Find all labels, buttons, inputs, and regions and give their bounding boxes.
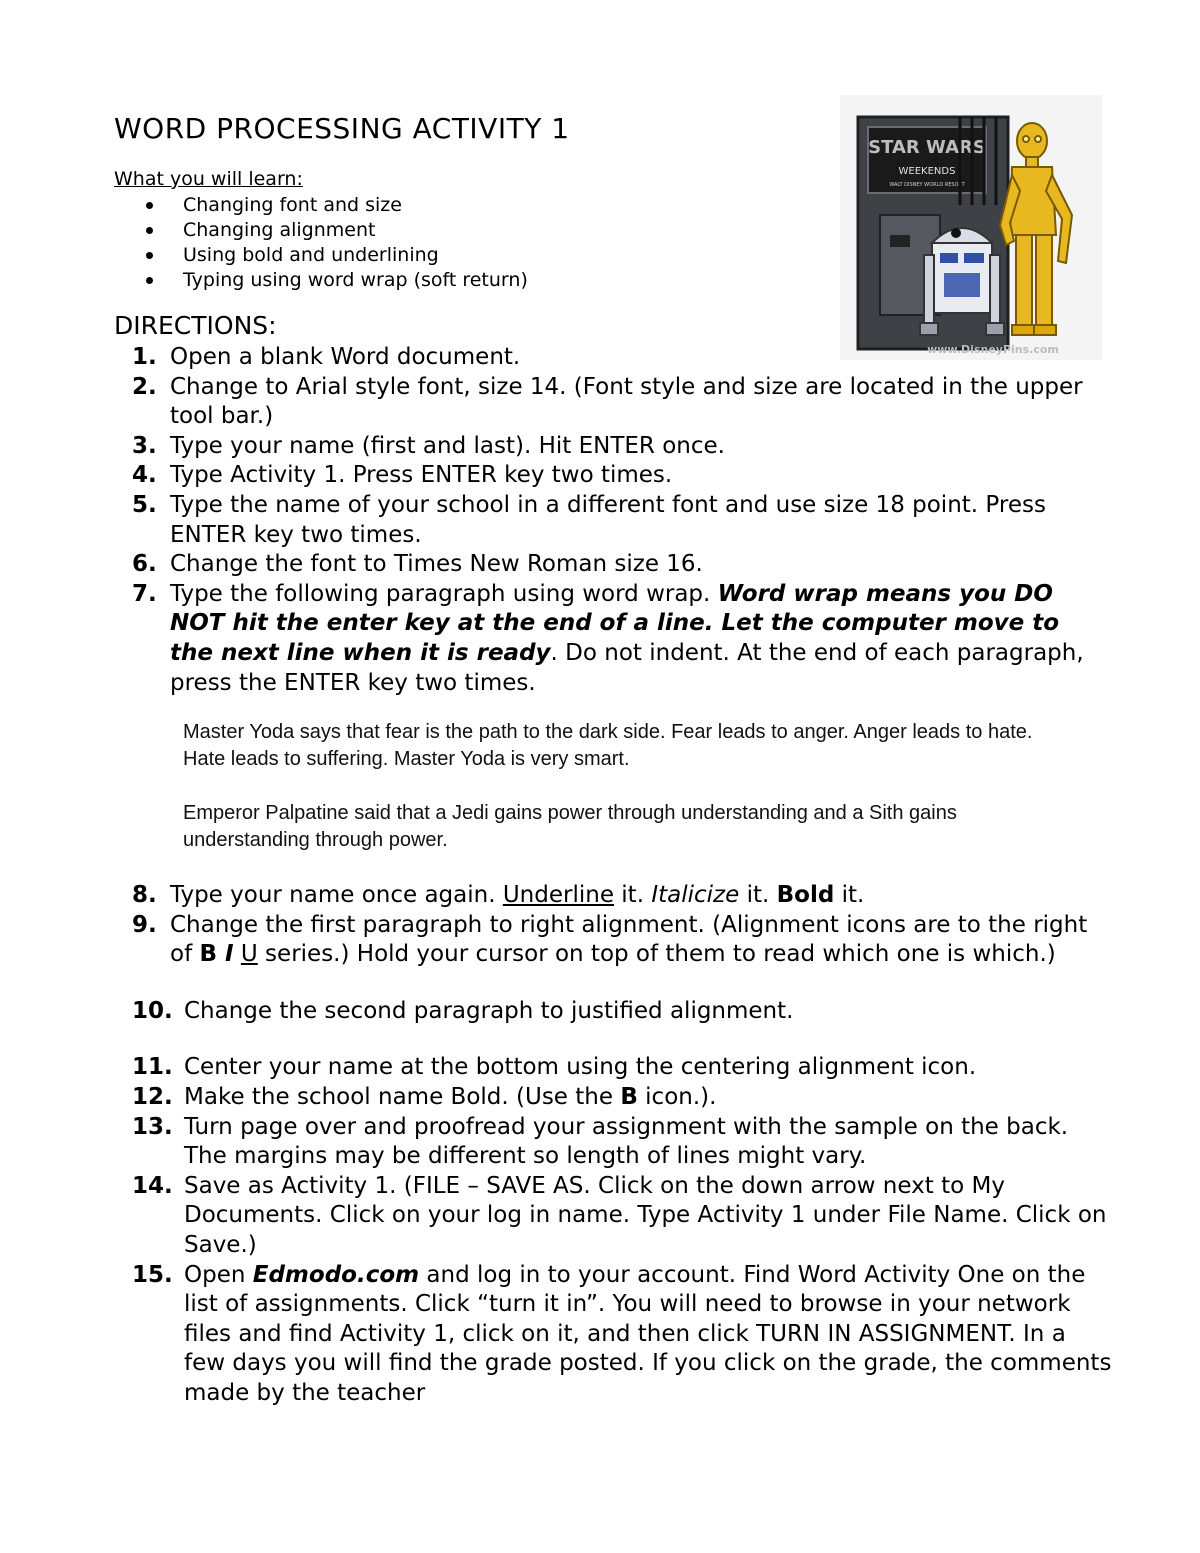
step-8 [114, 881, 1114, 911]
step-text: Open [184, 1261, 253, 1288]
learn-item: Changing alignment [140, 218, 528, 243]
step-13 [114, 1113, 1114, 1172]
step-number: 12. [132, 1083, 173, 1110]
step-text: Type your name once again. [170, 882, 503, 908]
step-text: it. [613, 882, 652, 908]
underline-example: Underline [502, 882, 614, 908]
step-number: 9. [132, 911, 157, 938]
step-number: 13. [132, 1113, 173, 1140]
step-number: 14. [132, 1172, 173, 1199]
underline-letter: U [240, 941, 258, 968]
poster-title: STAR WARS [868, 137, 986, 158]
step-2 [114, 373, 1104, 432]
learn-item: Using bold and underlining [140, 243, 528, 268]
step-text: Open a blank Word document. [170, 344, 521, 370]
star-wars-pin-image [840, 95, 1102, 360]
spacer [114, 970, 1114, 997]
sample-paragraphs [183, 719, 1063, 881]
step-4 [114, 461, 1104, 491]
step-text: Type Activity 1. Press ENTER key two times. [170, 462, 673, 489]
step-11 [114, 1053, 1114, 1083]
italic-example: Italicize [651, 882, 740, 908]
poster-subtitle: WEEKENDS [898, 166, 956, 177]
step-text: Make the school name Bold. (Use the [184, 1083, 621, 1110]
directions-list [114, 343, 1104, 698]
document-title: WORD PROCESSING ACTIVITY 1 [114, 112, 570, 145]
watermark: www.DisneyPins.com [927, 343, 1059, 356]
edmodo-link-text: Edmodo.com [252, 1261, 420, 1288]
step-text: and log in to your account. Find Word Activity One on the list of assignments. Click “turn it in”. You will need to browse in your network files and find Activity 1, click on it, and then click TURN IN ASSIGNMENT. In a few days you will find the grade posted. If you click on the grade, the comments made by the teacher [184, 1261, 1112, 1406]
door-control [890, 235, 910, 247]
step-15 [114, 1261, 1114, 1409]
step-text: Change to Arial style font, size 14. (Font style and size are located in the upper tool bar.) [170, 373, 1083, 430]
step-text: Change the second paragraph to justified alignment. [184, 997, 794, 1024]
step-number: 10. [132, 997, 173, 1024]
step-number: 6. [132, 551, 157, 578]
step-number: 8. [132, 882, 157, 908]
step-14 [114, 1172, 1114, 1261]
directions-list-continued [114, 881, 1114, 1409]
step-7 [114, 580, 1104, 698]
step-number: 1. [132, 344, 157, 370]
learn-heading: What you will learn: [114, 168, 303, 190]
step-number: 7. [132, 580, 157, 607]
step-text: . Do not indent. At the end of each paragraph, press the ENTER key two times. [170, 639, 1084, 696]
bold-letter: B [199, 941, 218, 968]
step-text: icon.). [637, 1083, 717, 1110]
step-3 [114, 432, 1104, 462]
step-text: Center your name at the bottom using the centering alignment icon. [184, 1054, 977, 1081]
poster-line: WALT DISNEY WORLD RESORT [889, 182, 965, 188]
step-6 [114, 550, 1104, 580]
step-text: series.) Hold your cursor on top of them to read which one is which.) [257, 941, 1056, 968]
bold-letter: B [620, 1083, 638, 1110]
step-text: Change the font to Times New Roman size 16. [170, 551, 703, 578]
bold-example: Bold [776, 882, 835, 908]
step-text: it. [739, 882, 777, 908]
italic-letter: I [217, 941, 234, 968]
step-text: Type your name (first and last). Hit ENTER once. [170, 432, 725, 459]
step-5 [114, 491, 1104, 550]
step-number: 11. [132, 1054, 173, 1081]
learn-item: Changing font and size [140, 193, 528, 218]
step-number: 5. [132, 491, 157, 518]
step-text: Turn page over and proofread your assignment with the sample on the back. The margins may be different so length of lines might vary. [184, 1113, 1069, 1170]
step-text: it. [834, 882, 865, 908]
step-text: Type the name of your school in a different font and use size 18 point. Press ENTER key two times. [170, 491, 1046, 548]
sample-paragraph-1: Master Yoda says that fear is the path to the dark side. Fear leads to anger. Anger leads to hate. Hate leads to suffering. Master Yoda is very smart. [183, 721, 1033, 770]
word-wrap-emphasis: Word wrap means you DO NOT hit the enter key at the end of a line. Let the computer move to the next line when it is ready [170, 580, 1060, 666]
step-12 [114, 1083, 1114, 1113]
step-number: 4. [132, 462, 157, 489]
step-text: Save as Activity 1. (FILE – SAVE AS. Click on the down arrow next to My Documents. Click on your log in name. Type Activity 1 under File Name. Click on Save.) [184, 1172, 1107, 1258]
step-number: 2. [132, 373, 157, 400]
step-10 [114, 997, 1114, 1027]
step-text: Change the first paragraph to right alignment. (Alignment icons are to the right of [170, 911, 1088, 968]
directions-heading: DIRECTIONS: [114, 311, 277, 340]
step-number: 3. [132, 432, 157, 459]
step-9 [114, 911, 1114, 970]
step-number: 15. [132, 1261, 173, 1288]
learn-list [140, 193, 528, 293]
spacer [114, 1026, 1114, 1053]
sample-paragraph-2: Emperor Palpatine said that a Jedi gains power through understanding and a Sith gains understanding through power. [183, 802, 957, 851]
learn-item: Typing using word wrap (soft return) [140, 268, 528, 293]
step-text: Type the following paragraph using word wrap. [170, 580, 718, 607]
